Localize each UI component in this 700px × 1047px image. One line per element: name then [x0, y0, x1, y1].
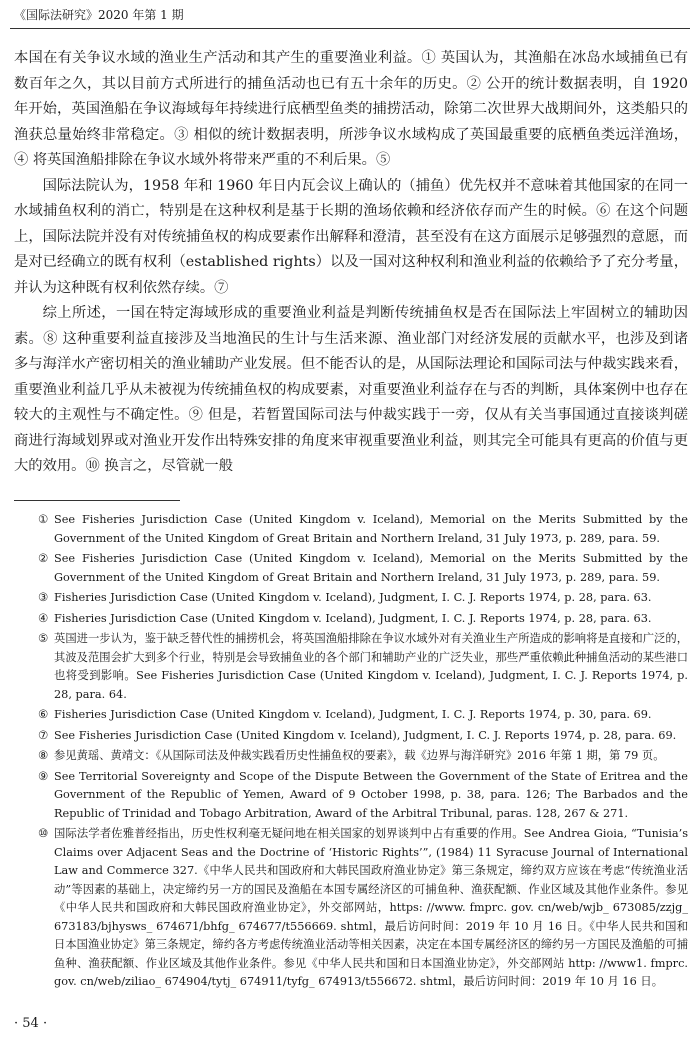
- footnote-2: [14, 550, 688, 587]
- footnote-3: [14, 589, 688, 608]
- body-text: [14, 46, 688, 480]
- footnote-rule: [14, 500, 180, 501]
- footnote-text: See Fisheries Jurisdiction Case (United Kingdom v. Iceland), Judgment, I. C. J. Reports 1974, p. 28, para. 69.: [54, 728, 677, 742]
- footnote-text: See Fisheries Jurisdiction Case (United Kingdom v. Iceland), Memorial on the Merits Submitted by the Government of the United Kingdom of Great Britain and Northern Ireland, 31 July 1973, p. 289, para. 59.: [54, 513, 688, 545]
- footnote-text: See Fisheries Jurisdiction Case (United Kingdom v. Iceland), Memorial on the Merits Submitted by the Government of the United Kingdom of Great Britain and Northern Ireland, 31 July 1973, p. 289, para. 59.: [54, 552, 688, 584]
- paragraph-3: 综上所述，一国在特定海域形成的重要渔业利益是判断传统捕鱼权是否在国际法上牢固树立的辅助因素。⑧ 这种重要利益直接涉及当地渔民的生计与生活来源、渔业部门对经济发展的贡献水平，也涉及到诸多与海洋水产密切相关的渔业辅助产业发展。但不能否认的是，从国际法理论和国际司法与仲裁实践来看，重要渔业利益几乎从未被视为传统捕鱼权的构成要素，对重要渔业利益存在与否的判断，具体案例中也存在较大的主观性与不确定性。⑨ 但是，若暂置国际司法与仲裁实践于一旁，仅从有关当事国通过直接谈判磋商进行海域划界或对渔业开发作出特殊安排的角度来审视重要渔业利益，则其完全可能具有更高的价值与更大的效用。⑩ 换言之，尽管就一般: [14, 305, 688, 474]
- paragraph-1: 本国在有关争议水域的渔业生产活动和其产生的重要渔业利益。① 英国认为，其渔船在冰岛水域捕鱼已有数百年之久，其以目前方式所进行的捕鱼活动也已有五十余年的历史。② 公开的统计数据表明，自 1920 年开始，英国渔船在争议海域每年持续进行底栖型鱼类的捕捞活动，除第二次世界大战期间外，这类船只的渔获总量始终非常稳定。③ 相似的统计数据表明，所涉争议水域构成了英国最重要的底栖鱼类远洋渔场，④ 将英国渔船排除在争议水域外将带来严重的不利后果。⑤: [14, 50, 688, 168]
- footnote-text: Fisheries Jurisdiction Case (United Kingdom v. Iceland), Judgment, I. C. J. Reports 1974, p. 28, para. 63.: [54, 611, 652, 625]
- header-rule: [10, 28, 690, 29]
- footnote-8: [14, 747, 688, 766]
- footnote-mark: ⑨: [38, 769, 49, 783]
- footnote-mark: ①: [38, 513, 49, 526]
- footnote-6: [14, 706, 688, 725]
- footnote-10: [14, 825, 688, 992]
- page-number: · 54 ·: [14, 1016, 48, 1031]
- footnote-mark: ⑧: [38, 749, 49, 762]
- footnote-text: Fisheries Jurisdiction Case (United Kingdom v. Iceland), Judgment, I. C. J. Reports 1974, p. 28, para. 63.: [54, 591, 652, 604]
- footnote-mark: ⑤: [38, 632, 49, 645]
- footnote-5: [14, 630, 688, 704]
- footnote-mark: ⑦: [38, 728, 49, 742]
- footnote-mark: ③: [38, 591, 49, 604]
- footnote-text: 参见黄瑶、黄靖文：《从国际司法及仲裁实践看历史性捕鱼权的要素》，载《边界与海洋研究》2016 年第 1 期，第 79 页。: [54, 749, 665, 762]
- footnote-9: [14, 768, 688, 824]
- footnotes: [14, 511, 688, 994]
- footnote-mark: ④: [38, 611, 49, 625]
- footnote-text: 英国进一步认为，鉴于缺乏替代性的捕捞机会，将英国渔船排除在争议水域外对有关渔业生产所造成的影响将是直接和广泛的，其波及范围会扩大到多个行业，特别是会导致捕鱼业的各个部门和辅助产业的广泛失业，那些严重依赖此种捕鱼活动的某些港口也将受到影响。See Fisheries Jurisdiction Case (United Kingdom v. Iceland), Judgment, I. C. J. Reports 1974, p. 28, para. 64.: [54, 632, 688, 701]
- footnote-text: 国际法学者佐雅普经指出，历史性权利毫无疑问地在相关国家的划界谈判中占有重要的作用。See Andrea Gioia, “Tunisia’s Claims over Adjacent Seas and the Doctrine of ‘Historic Rights’”, (1984) 11 Syracuse Journal of International Law and Commerce 327.《中华人民共和国政府和大韩民国政府渔业协定》第三条规定，缔约双方应该在考虑“传统渔业活动”等因素的基础上，决定缔约另一方的国民及渔船在本国专属经济区的可捕鱼种、渔获配额、作业区域及其他作业条件。参见《中华人民共和国政府和大韩民国政府渔业协定》，外交部网站，https: //www. fmprc. gov. cn/web/wjb_ 673085/zzjg_ 673183/bjhysws_ 674671/bhfg_ 674677/t556669. shtml，最后访问时间：2019 年 10 月 16 日。《中华人民共和国和日本国渔业协定》第三条规定，缔约各方考虑传统渔业活动等相关因素，决定在本国专属经济区的缔约另一方国民及渔船的可捕鱼种、渔获配额、作业区域及其他作业条件。参见《中华人民共和国和日本国渔业协定》，外交部网站 http: //www1. fmprc. gov. cn/web/ziliao_ 674904/tytj_ 674911/tyfg_ 674913/t556672. shtml，最后访问时间：2019 年 10 月 16 日。: [54, 827, 688, 988]
- footnote-4: [14, 610, 688, 629]
- footnote-mark: ②: [38, 552, 49, 565]
- footnote-text: See Territorial Sovereignty and Scope of the Dispute Between the Government of the State of Eritrea and the Government of the Republic of Yemen, Award of 9 October 1998, p. 38, para. 126; The Barbados and the Republic of Trinidad and Tobago Arbitration, Award of the Arbitral Tribunal, paras. 128, 267 & 271.: [54, 769, 688, 820]
- running-head: 《国际法研究》2020 年第 1 期: [14, 8, 184, 22]
- paragraph-2: 国际法院认为，1958 年和 1960 年日内瓦会议上确认的（捕鱼）优先权并不意味着其他国家的在同一水域捕鱼权利的消亡，特别是在这种权利是基于长期的渔场依赖和经济依存而产生的时候。⑥ 在这个问题上，国际法院并没有对传统捕鱼权的构成要素作出解释和澄清，甚至没有在这方面展示足够强烈的意愿，而是对已经确立的既有权利（established rights）以及一国对这种权利和渔业利益的依赖给予了充分考量，并认为这种既有权利依然存续。⑦: [14, 177, 688, 296]
- footnote-text: Fisheries Jurisdiction Case (United Kingdom v. Iceland), Judgment, I. C. J. Reports 1974, p. 30, para. 69.: [54, 708, 652, 721]
- footnote-1: [14, 511, 688, 548]
- footnote-mark: ⑥: [38, 708, 49, 721]
- footnote-7: [14, 727, 688, 746]
- footnote-mark: ⑩: [38, 827, 49, 840]
